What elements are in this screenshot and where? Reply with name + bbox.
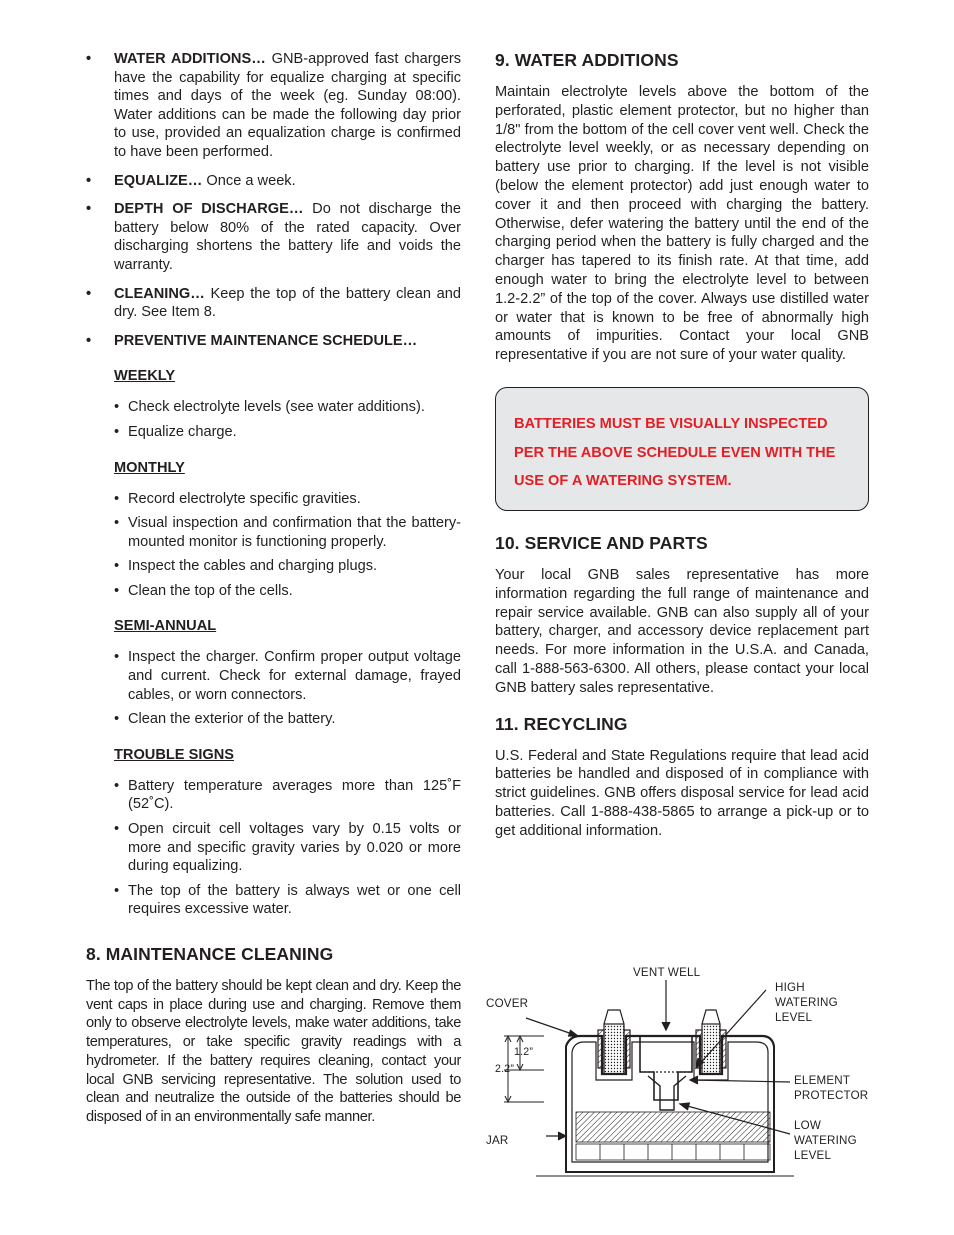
list-item-text: Battery temperature averages more than 125˚F (52˚C). bbox=[128, 777, 461, 813]
list-item-text: Inspect the charger. Confirm proper output voltage and current. Check for external damage, frayed cables, or worn connectors. bbox=[128, 649, 461, 703]
list-item-text: Visual inspection and confirmation that the battery-mounted monitor is functioning properly. bbox=[128, 515, 461, 550]
vent-well bbox=[640, 1036, 692, 1100]
label-line: PROTECTOR bbox=[794, 1089, 869, 1102]
section-heading: 9. WATER ADDITIONS bbox=[495, 50, 679, 70]
section-body: The top of the battery should be kept clean and dry. Keep the vent caps in place during use and charging. Remove them only to observe electrolyte levels, make water additions, take temperatures, or take specific gravity readings with a hydrometer. If the battery requires cleaning, contact your local GNB servicing representative. The solution used to clean and neutralize the outside of the batteries should be disposed of in an environmentally safe manner. bbox=[86, 978, 461, 1125]
list-item bbox=[86, 820, 461, 876]
list-item bbox=[86, 582, 461, 601]
label-cover: COVER bbox=[486, 997, 529, 1010]
bullet-text: Once a week. bbox=[202, 172, 296, 189]
bullet-text: GNB-approved fast chargers have the capability for equalize charging at specific times and days of the week (eg. Sunday 08:00). Water additions can be made the following day prior to use, provided an equalization charge is confirmed to have been performed. bbox=[114, 51, 462, 160]
right-column bbox=[495, 50, 869, 841]
terminal-post-right bbox=[702, 1024, 720, 1074]
jar-outline bbox=[566, 1046, 774, 1172]
left-column bbox=[86, 50, 461, 925]
label-element-protector bbox=[794, 1073, 868, 1103]
bullet-title: CLEANING… bbox=[114, 285, 205, 302]
label-vent-well: VENT WELL bbox=[633, 966, 701, 979]
bullet-icon: • bbox=[114, 558, 120, 575]
plate-grid bbox=[576, 1144, 770, 1160]
list-item bbox=[86, 490, 461, 509]
label-dimension-1-2: 1.2” bbox=[514, 1046, 534, 1058]
bullet-text: Keep the top of the battery clean and dry. See Item 8. bbox=[114, 285, 461, 321]
label-line: WATERING bbox=[794, 1134, 857, 1147]
bullet-title: WATER ADDITIONS… bbox=[114, 51, 266, 67]
warning-line: PER THE ABOVE SCHEDULE EVEN WITH THE bbox=[514, 444, 836, 461]
bullet-icon: • bbox=[114, 515, 120, 532]
bullet-icon: • bbox=[114, 649, 120, 666]
post-cap-right bbox=[702, 1010, 720, 1024]
label-line: LEVEL bbox=[794, 1149, 832, 1162]
post-cap-left bbox=[604, 1010, 624, 1024]
list-item-text: Open circuit cell voltages vary by 0.15 volts or more and specific gravity varies by 0.020 or more during equalizing. bbox=[128, 821, 461, 875]
bullet-depth-of-discharge bbox=[86, 200, 461, 274]
list-item bbox=[86, 514, 461, 551]
list-item-text: Inspect the cables and charging plugs. bbox=[128, 558, 378, 575]
bullet-icon: • bbox=[114, 399, 120, 416]
bullet-icon: • bbox=[86, 51, 92, 67]
list-item bbox=[86, 710, 461, 729]
bullet-title: DEPTH OF DISCHARGE… bbox=[114, 201, 304, 218]
trouble-heading: TROUBLE SIGNS bbox=[114, 746, 234, 763]
bullet-icon: • bbox=[86, 285, 92, 302]
weekly-heading: WEEKLY bbox=[114, 368, 176, 385]
battery-cell-diagram bbox=[484, 962, 884, 1182]
bullet-text: Do not discharge the battery below 80% of the rated capacity. Over discharging shortens the battery life and voids the warranty. bbox=[114, 201, 461, 273]
bullet-schedule bbox=[86, 332, 461, 351]
plates bbox=[576, 1112, 770, 1142]
list-item-text: Clean the top of the cells. bbox=[128, 582, 293, 599]
list-item-text: Equalize charge. bbox=[128, 423, 237, 440]
list-item bbox=[86, 777, 461, 814]
bullet-equalize bbox=[86, 172, 461, 191]
label-line: ELEMENT bbox=[794, 1074, 851, 1087]
monthly-heading: MONTHLY bbox=[114, 459, 185, 476]
list-item bbox=[86, 882, 461, 919]
section-body: Your local GNB sales representative has more information regarding the full range of maintenance and repair service available. GNB can also supply all of your battery, charger, and accessory device replacement part needs. For more information in the U.S.A. and Canada, call 1-888-563-6300. All others, please contact your local GNB battery sales representative. bbox=[495, 566, 869, 696]
list-item bbox=[86, 648, 461, 704]
bullet-icon: • bbox=[114, 423, 120, 440]
list-item bbox=[86, 557, 461, 576]
semiannual-heading: SEMI-ANNUAL bbox=[114, 618, 217, 635]
list-item-text: The top of the battery is always wet or one cell requires excessive water. bbox=[128, 882, 461, 918]
bullet-icon: • bbox=[114, 882, 120, 899]
bullet-icon: • bbox=[114, 582, 120, 599]
bullet-icon: • bbox=[114, 711, 120, 728]
section-maintenance-cleaning bbox=[86, 944, 461, 1127]
list-item bbox=[86, 423, 461, 442]
section-body: Maintain electrolyte levels above the bottom of the perforated, plastic element protector, but no higher than 1/8" from the bottom of the cell cover vent well. Check the electrolyte level weekly, or as necessary depending on battery use prior to charging. If the level is not visible (below the element protector) add just enough water to cover it and then proceed with charging the battery. Otherwise, defer watering the battery until the end of the charging period when the battery is fully charged and the charger has tapered to its finish rate. At that time, add enough water to bring the electrolyte level to between 1.2-2.2” of the top of the cover. Always use distilled water or water that is known to be free of abnormally high amounts of impurities. Contact your local GNB representative if you are not sure of your water quality. bbox=[495, 84, 869, 364]
section-heading: 11. RECYCLING bbox=[495, 713, 628, 734]
bullet-icon: • bbox=[86, 172, 92, 189]
label-high-watering-level bbox=[775, 980, 838, 1025]
terminal-post-left bbox=[604, 1024, 624, 1074]
label-line: HIGH bbox=[775, 981, 805, 994]
label-line: LOW bbox=[794, 1119, 822, 1132]
bullet-icon: • bbox=[86, 332, 92, 349]
warning-box bbox=[495, 387, 869, 511]
section-heading: 10. SERVICE AND PARTS bbox=[495, 532, 708, 553]
bullet-icon: • bbox=[114, 821, 120, 838]
bullet-title: PREVENTIVE MAINTENANCE SCHEDULE… bbox=[114, 332, 418, 349]
bullet-water-additions bbox=[86, 50, 461, 162]
label-line: LEVEL bbox=[775, 1011, 813, 1024]
label-dimension-2-2: 2.2” bbox=[495, 1063, 515, 1075]
section-heading: 8. MAINTENANCE CLEANING bbox=[86, 944, 334, 964]
list-item bbox=[86, 398, 461, 417]
bullet-icon: • bbox=[114, 490, 120, 507]
list-item-text: Check electrolyte levels (see water additions). bbox=[128, 399, 425, 416]
warning-line: BATTERIES MUST BE VISUALLY INSPECTED bbox=[514, 415, 828, 432]
section-body: U.S. Federal and State Regulations require that lead acid batteries be handled and disposed of in compliance with strict guidelines. GNB offers disposal service for lead acid batteries. Call 1-888-438-5865 to arrange a pick-up or to get additional information. bbox=[495, 747, 869, 839]
warning-line: USE OF A WATERING SYSTEM. bbox=[514, 473, 732, 490]
list-item-text: Clean the exterior of the battery. bbox=[128, 711, 336, 728]
list-item-text: Record electrolyte specific gravities. bbox=[128, 490, 361, 507]
bullet-cleaning bbox=[86, 285, 461, 322]
label-low-watering-level bbox=[794, 1118, 857, 1163]
bullet-icon: • bbox=[86, 201, 92, 218]
label-line: WATERING bbox=[775, 996, 838, 1009]
label-jar: JAR bbox=[486, 1134, 509, 1147]
bullet-icon: • bbox=[114, 777, 120, 794]
bullet-title: EQUALIZE… bbox=[114, 172, 203, 189]
